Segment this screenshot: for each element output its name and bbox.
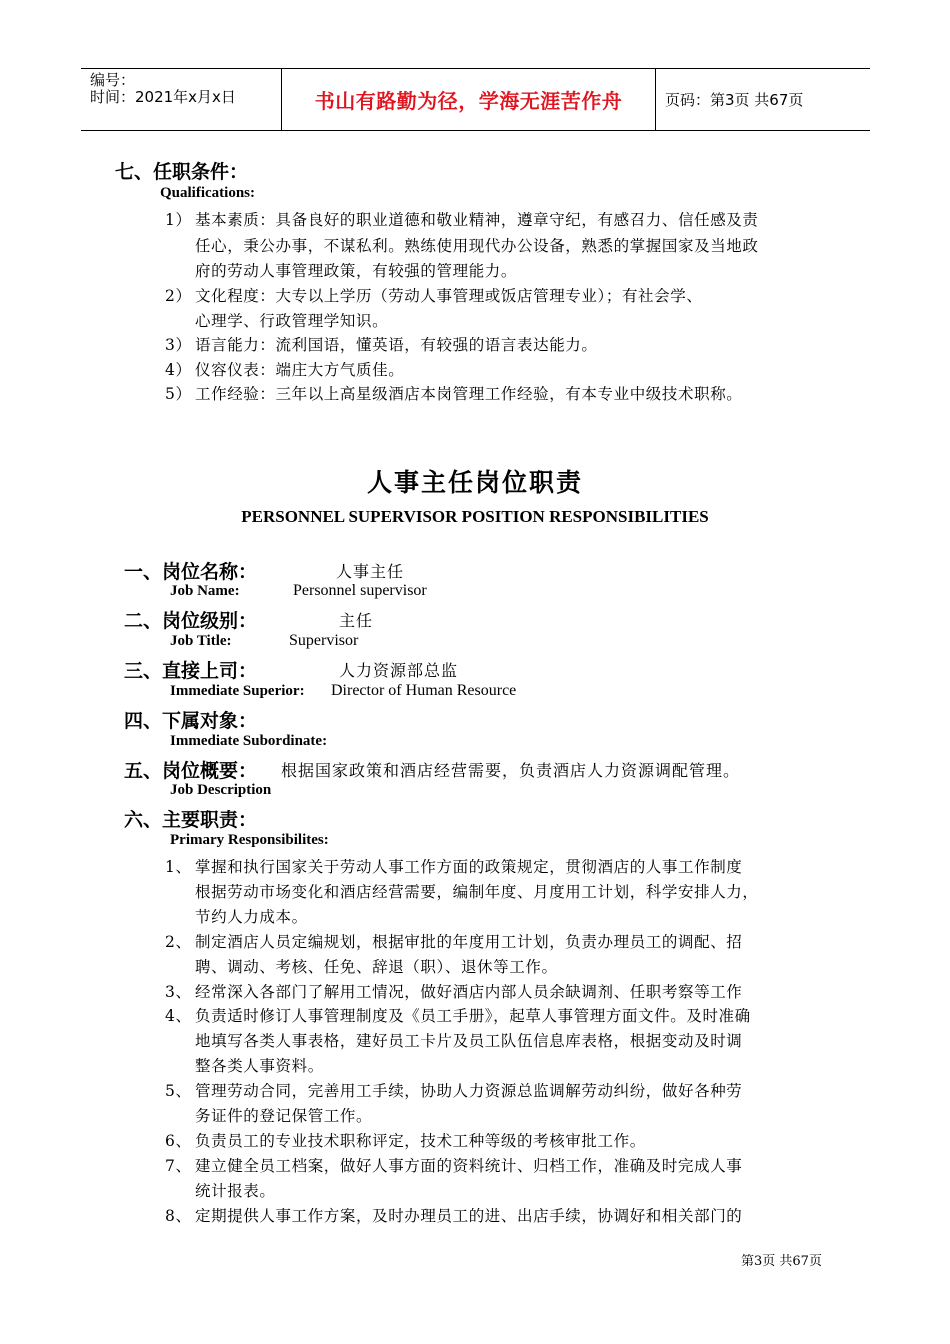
resp-item-2: 2、 制定酒店人员定编规划，根据审批的年度用工计划，负责办理员工的调配、招: [165, 933, 743, 951]
section-job-name-value: 人事主任: [336, 562, 405, 581]
resp-item-8: 8、 定期提供人事工作方案，及时办理员工的进、出店手续，协调好和相关部门的: [165, 1207, 743, 1225]
motto: 书山有路勤为径，学海无涯苦作舟: [314, 89, 623, 113]
qual-item-1-line-3: 府的劳动人事管理政策，有较强的管理能力。: [195, 262, 518, 280]
qual-item-2-line-2: 心理学、行政管理学知识。: [195, 312, 389, 330]
page-subtitle: PERSONNEL SUPERVISOR POSITION RESPONSIBILITIES: [241, 507, 709, 526]
qual-item-3: 3） 语言能力：流利国语，懂英语，有较强的语言表达能力。: [165, 336, 598, 354]
resp-item-7-line-2: 统计报表。: [195, 1182, 276, 1200]
header-page-cell: [656, 69, 870, 130]
resp-item-1-line-2: 根据劳动市场变化和酒店经营需要，编制年度、月度用工计划，科学安排人力，: [195, 883, 759, 901]
resp-item-2-line-2: 聘、调动、考核、任免、辞退（职）、退休等工作。: [195, 958, 558, 976]
qualifications-heading-en: Qualifications:: [160, 185, 256, 201]
section-job-name-label: 一、岗位名称：: [124, 561, 258, 583]
section-superior-label: 三、直接上司：: [124, 660, 258, 682]
resp-item-5: 5、 管理劳动合同，完善用工手续，协助人力资源总监调解劳动纠纷，做好各种劳: [165, 1082, 743, 1100]
section-responsibilities-en-label: Primary Responsibilites:: [170, 832, 329, 848]
qual-item-4: 4） 仪容仪表：端庄大方气质佳。: [165, 361, 405, 379]
section-superior-value: 人力资源部总监: [339, 661, 459, 680]
resp-item-4-line-2: 地填写各类人事表格，建好员工卡片及员工队伍信息库表格，根据变动及时调: [195, 1032, 743, 1050]
section-subordinate-label: 四、下属对象：: [124, 710, 258, 732]
page-title: 人事主任岗位职责: [366, 468, 583, 497]
section-superior-en-value: Director of Human Resource: [331, 682, 517, 699]
resp-item-1: 1、 掌握和执行国家关于劳动人事工作方面的政策规定，贯彻酒店的人事工作制度: [165, 858, 743, 876]
section-subordinate-en-label: Immediate Subordinate:: [170, 733, 328, 749]
page-footer: 第3页 共67页: [741, 1254, 822, 1269]
section-job-title-en-value: Supervisor: [289, 632, 359, 649]
resp-item-4-line-3: 整各类人事资料。: [195, 1057, 324, 1075]
time-label: 时间：2021年x月x日: [90, 88, 236, 106]
section-job-name-en-value: Personnel supervisor: [293, 582, 427, 599]
resp-item-4: 4、 负责适时修订人事管理制度及《员工手册》，起草人事管理方面文件。及时准确: [165, 1007, 751, 1025]
header-motto-cell: [282, 69, 656, 130]
qual-item-1-line-2: 任心，秉公办事，不谋私利。熟练使用现代办公设备，熟悉的掌握国家及当地政: [195, 237, 759, 255]
resp-item-7: 7、 建立健全员工档案，做好人事方面的资料统计、归档工作，准确及时完成人事: [165, 1157, 743, 1175]
page-label: 页码：第3页 共67页: [665, 90, 804, 109]
section-superior-en-label: Immediate Superior:: [170, 683, 305, 699]
section-description-label: 五、岗位概要：: [124, 760, 258, 782]
qual-item-2: 2） 文化程度：大专以上学历（劳动人事管理或饭店管理专业）；有社会学、: [165, 287, 703, 305]
resp-item-3: 3、 经常深入各部门了解用工情况，做好酒店内部人员余缺调剂、任职考察等工作: [165, 983, 743, 1001]
header-meta-cell: [81, 69, 282, 130]
resp-item-6: 6、 负责员工的专业技术职称评定，技术工种等级的考核审批工作。: [165, 1132, 646, 1150]
section-job-name-en-label: Job Name:: [170, 583, 240, 599]
section-job-title-en-label: Job Title:: [170, 633, 232, 649]
resp-item-1-line-3: 节约人力成本。: [195, 908, 308, 926]
section-job-title-value: 主任: [339, 611, 374, 630]
qualifications-heading: 七、任职条件：: [115, 161, 249, 183]
section-description-en-label: Job Description: [170, 782, 272, 798]
resp-item-5-line-2: 务证件的登记保管工作。: [195, 1107, 373, 1125]
qual-item-5: 5） 工作经验：三年以上高星级酒店本岗管理工作经验，有本专业中级技术职称。: [165, 385, 743, 403]
number-label: 编号：: [90, 71, 136, 89]
page-header: [81, 68, 870, 131]
section-job-title-label: 二、岗位级别：: [124, 610, 258, 632]
section-responsibilities-label: 六、主要职责：: [124, 809, 258, 831]
qual-item-1: 1） 基本素质：具备良好的职业道德和敬业精神，遵章守纪，有感召力、信任感及责: [165, 211, 759, 229]
section-description-value: 根据国家政策和酒店经营需要，负责酒店人力资源调配管理。: [281, 761, 741, 780]
